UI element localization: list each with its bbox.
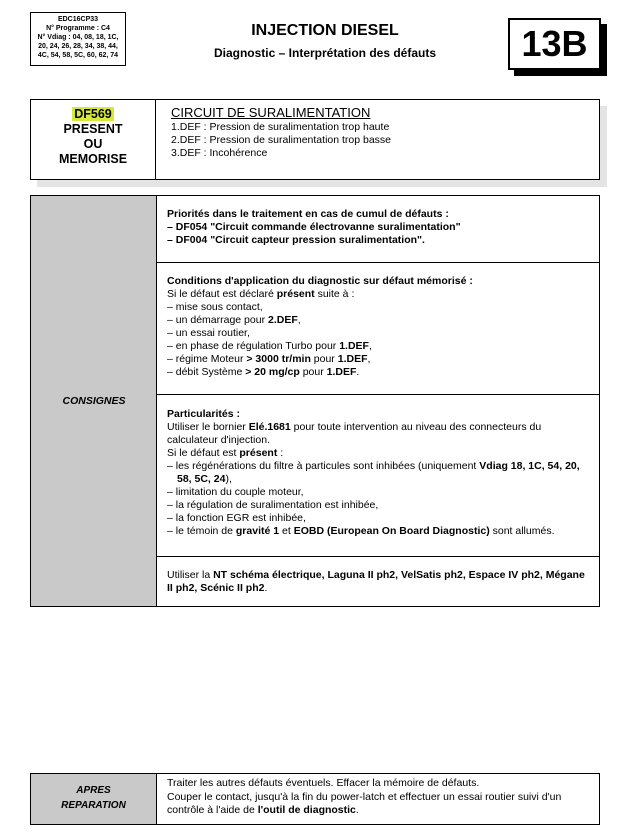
after-repair-table [30, 773, 600, 825]
after-repair-label-2: REPARATION [61, 800, 126, 811]
condition-item: – un démarrage pour 2.DEF, [167, 314, 301, 326]
program-number: N° Programme : C4 [46, 25, 110, 32]
vdiag-line-2: 20, 24, 26, 28, 34, 38, 44, [38, 43, 118, 50]
fault-def-1: 1.DEF : Pression de suralimentation trop haute [171, 121, 390, 133]
priorities-section [157, 208, 599, 247]
after-repair-label-cell [31, 774, 157, 824]
condition-item: – un essai routier, [167, 327, 250, 339]
consignes-label: CONSIGNES [62, 395, 126, 407]
conditions-intro: Si le défaut est déclaré présent suite à : [167, 288, 355, 300]
consignes-label-cell [31, 196, 157, 606]
particularites-para-1: Utiliser le bornier Elé.1681 pour toute intervention au niveau des connecteurs du calculateur d'injection. [167, 421, 542, 446]
condition-item: – mise sous contact, [167, 301, 263, 313]
vdiag-line-1: N° Vdiag : 04, 08, 18, 1C, [37, 34, 119, 41]
fault-status-or: OU [83, 137, 103, 151]
after-repair-instructions [167, 777, 595, 818]
priority-item-1: – DF054 "Circuit commande électrovanne suralimentation" [167, 221, 461, 233]
particularites-para-2: Si le défaut est présent : [167, 447, 284, 459]
particularites-item: – les régénérations du filtre à particules sont inhibées (uniquement Vdiag 18, 1C, 54, 20, 58, 5C, 24), [167, 460, 580, 485]
page-subtitle: Diagnostic – Interprétation des défauts [213, 46, 437, 60]
ecu-label: EDC16CP33 [57, 16, 99, 23]
after-repair-line-2: Couper le contact, jusqu'à la fin du power-latch et effectuer un essai routier suivi d'un contrôle à l'aide de l'outil de diagnostic. [167, 790, 562, 816]
fault-box [30, 99, 600, 180]
after-repair-line-1: Traiter les autres défauts éventuels. Effacer la mémoire de défauts. [167, 777, 480, 789]
fault-title: CIRCUIT DE SURALIMENTATION [171, 105, 371, 120]
fault-status-cell [31, 100, 156, 179]
particularites-section [157, 408, 599, 538]
conditions-title: Conditions d'application du diagnostic sur défaut mémorisé : [167, 275, 473, 287]
particularites-item: – la fonction EGR est inhibée, [167, 512, 306, 524]
particularites-title: Particularités : [167, 408, 240, 420]
section-divider [157, 556, 599, 557]
condition-item: – régime Moteur > 3000 tr/min pour 1.DEF, [167, 353, 371, 365]
condition-item: – débit Système > 20 mg/cp pour 1.DEF. [167, 366, 360, 378]
particularites-item: – le témoin de gravité 1 et EOBD (European On Board Diagnostic) sont allumés. [167, 525, 555, 537]
schema-note: Utiliser la NT schéma électrique, Laguna II ph2, VelSatis ph2, Espace IV ph2, Mégane II ph2, Scénic II ph2. [167, 569, 585, 594]
particularites-item: – la régulation de suralimentation est inhibée, [167, 499, 379, 511]
section-divider [157, 262, 599, 263]
after-repair-label-1: APRES [76, 785, 111, 796]
document-reference-box [30, 12, 126, 66]
condition-item: – en phase de régulation Turbo pour 1.DEF, [167, 340, 372, 352]
page-title: INJECTION DIESEL [251, 22, 399, 39]
priority-item-2: – DF004 "Circuit capteur pression suralimentation". [167, 234, 425, 246]
fault-def-3: 3.DEF : Incohérence [171, 147, 268, 159]
conditions-section [157, 275, 599, 379]
priorities-title: Priorités dans le traitement en cas de cumul de défauts : [167, 208, 449, 220]
fault-description [171, 105, 591, 160]
schema-section [157, 569, 599, 595]
particularites-item: – limitation du couple moteur, [167, 486, 304, 498]
fault-status-memorised: MEMORISE [58, 152, 128, 166]
fault-def-2: 2.DEF : Pression de suralimentation trop basse [171, 134, 392, 146]
consignes-table [30, 195, 600, 607]
fault-status-present: PRESENT [63, 122, 123, 136]
fault-code: DF569 [74, 107, 112, 121]
section-divider [157, 394, 599, 395]
vdiag-line-3: 4C, 54, 58, 5C, 60, 62, 74 [37, 52, 119, 59]
section-code: 13B [508, 18, 601, 70]
